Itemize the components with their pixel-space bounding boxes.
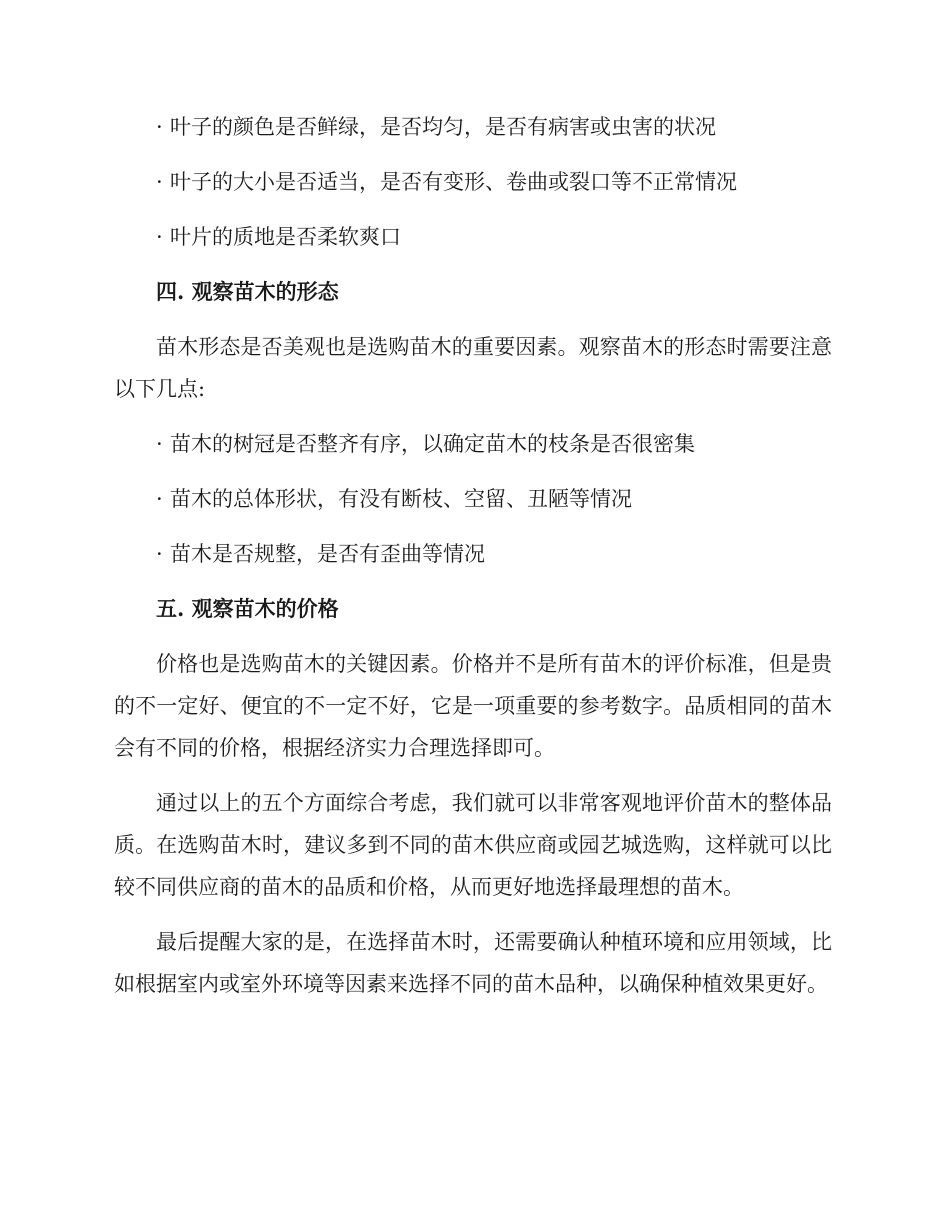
- bullet-marker: ·: [156, 225, 163, 249]
- bullet-item: [114, 533, 832, 575]
- bullet-text: 叶片的质地是否柔软爽口: [170, 225, 401, 249]
- section-5-body: 价格也是选购苗木的关键因素。价格并不是所有苗木的评价标准，但是贵的不一定好、便宜的不一定不好，它是一项重要的参考数字。品质相同的苗木会有不同的价格，根据经济实力合理选择即可。: [114, 652, 832, 760]
- bullet-text: 苗木的树冠是否整齐有序，以确定苗木的枝条是否很密集: [170, 432, 695, 456]
- bullet-item: [114, 161, 832, 203]
- bullet-item: [114, 478, 832, 520]
- bullet-marker: ·: [156, 170, 163, 194]
- bullet-item: [114, 423, 832, 465]
- section-heading-5: 五. 观察苗木的价格: [156, 596, 339, 621]
- bullet-marker: ·: [156, 487, 163, 511]
- document-page: [114, 106, 832, 1018]
- closing-paragraph: 最后提醒大家的是，在选择苗木时，还需要确认种植环境和应用领域，比如根据室内或室外环境等因素来选择不同的苗木品种，以确保种植效果更好。: [114, 930, 832, 996]
- bullet-marker: ·: [156, 115, 163, 139]
- section-4-intro: 苗木形态是否美观也是选购苗木的重要因素。观察苗木的形态时需要注意以下几点:: [114, 335, 832, 401]
- section-heading-4: 四. 观察苗木的形态: [156, 279, 339, 304]
- bullet-text: 苗木的总体形状，有没有断枝、空留、丑陋等情况: [170, 487, 632, 511]
- bullet-text: 叶子的大小是否适当，是否有变形、卷曲或裂口等不正常情况: [170, 170, 737, 194]
- conclusion-paragraph: 通过以上的五个方面综合考虑，我们就可以非常客观地评价苗木的整体品质。在选购苗木时，建议多到不同的苗木供应商或园艺城选购，这样就可以比较不同供应商的苗木的品质和价格，从而更好地选择最理想的苗木。: [114, 791, 832, 899]
- bullet-item: [114, 106, 832, 148]
- bullet-text: 叶子的颜色是否鲜绿，是否均匀，是否有病害或虫害的状况: [170, 115, 716, 139]
- bullet-text: 苗木是否规整，是否有歪曲等情况: [170, 542, 485, 566]
- bullet-item: [114, 216, 832, 258]
- bullet-marker: ·: [156, 432, 163, 456]
- bullet-marker: ·: [156, 542, 163, 566]
